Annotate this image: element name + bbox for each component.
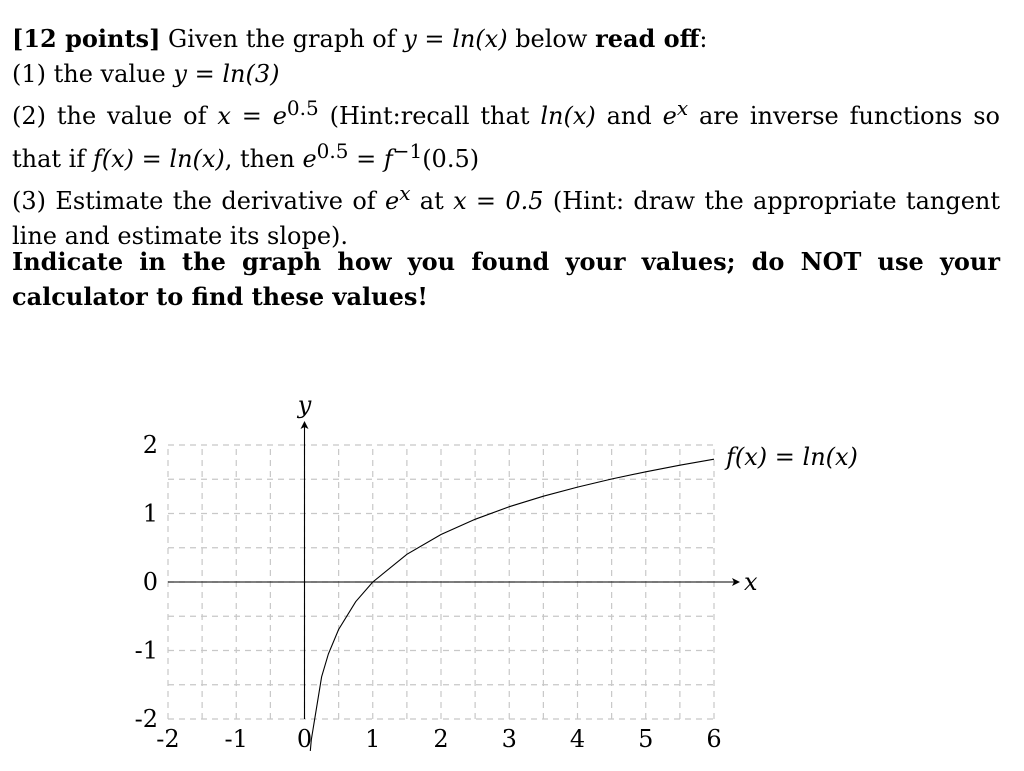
text-segment: (Hint: draw the appropriate tangent (543, 187, 1001, 215)
math-segment: f(x) = ln(x) (92, 144, 225, 173)
math-exponent: −1 (392, 138, 423, 163)
text-segment: that if (12, 144, 93, 173)
math-exponent: 0.5 (286, 96, 319, 120)
text-segment: , then (224, 144, 303, 173)
math-exponent: x (676, 96, 689, 120)
text-segment: (2) the value of (12, 102, 218, 130)
math-segment: x = 0.5 (453, 187, 544, 215)
x-tick-label: -1 (224, 725, 248, 753)
text-segment: (3) Estimate the derivative of (12, 187, 385, 215)
problem-line-5 (12, 176, 1000, 219)
math-segment: x = e (217, 102, 287, 130)
instruction-text (12, 244, 1000, 314)
math-segment: y = ln(3) (173, 59, 280, 88)
problem-line-2 (12, 57, 1000, 92)
instruction-line-1: Indicate in the graph how you found your values; do NOT use your (12, 247, 1000, 276)
problem-line-3 (12, 91, 1000, 134)
ln-curve (310, 459, 714, 751)
text-segment: (1) the value (12, 59, 174, 88)
math-segment: e (302, 144, 317, 173)
y-tick-label: 0 (142, 568, 158, 596)
problem-line-4 (12, 134, 1000, 177)
text-segment: are inverse functions so (688, 102, 1001, 130)
text-segment: at (410, 187, 454, 215)
y-tick-label: -1 (134, 636, 158, 665)
problem-statement (12, 22, 1000, 253)
text-segment: (Hint:recall that (318, 102, 541, 130)
math-segment: y = ln(x) (403, 25, 508, 53)
x-tick-label: 3 (501, 725, 517, 753)
math-exponent: x (399, 181, 411, 205)
curve-group (310, 459, 714, 751)
text-segment: (0.5) (422, 144, 480, 173)
x-tick-label: 0 (296, 725, 313, 753)
x-tick-label: 4 (569, 725, 586, 753)
math-segment: e (384, 187, 400, 215)
ln-graph (0, 380, 1024, 771)
points-label: [12 points] (12, 24, 161, 53)
math-exponent: 0.5 (316, 138, 349, 163)
text-segment: Given the graph of (160, 25, 404, 53)
axes (168, 423, 738, 719)
y-tick-label: 1 (142, 499, 158, 528)
x-tick-label: 1 (365, 725, 381, 753)
math-segment: e (662, 102, 677, 130)
y-tick-label: -2 (134, 705, 158, 733)
x-tick-label: 2 (433, 725, 449, 753)
math-segment: = f (348, 144, 393, 173)
text-segment: below (507, 25, 596, 53)
x-axis-label: x (744, 568, 758, 596)
x-tick-label: 5 (638, 725, 654, 753)
math-segment: ln(x) (540, 102, 596, 130)
instruction-line-2: calculator to find these values! (12, 282, 428, 311)
problem-line-1 (12, 22, 1000, 57)
read-off-emphasis: read off (595, 24, 700, 53)
text-segment: : (699, 25, 708, 53)
problem-line-6: line and estimate its slope). (12, 221, 349, 250)
y-tick-label: 2 (142, 431, 158, 459)
x-tick-label: 6 (706, 725, 722, 753)
x-tick-label: -2 (156, 725, 180, 753)
y-axis-label: y (297, 391, 312, 419)
curve-label: f(x) = ln(x) (726, 443, 858, 472)
text-segment: and (595, 102, 663, 130)
